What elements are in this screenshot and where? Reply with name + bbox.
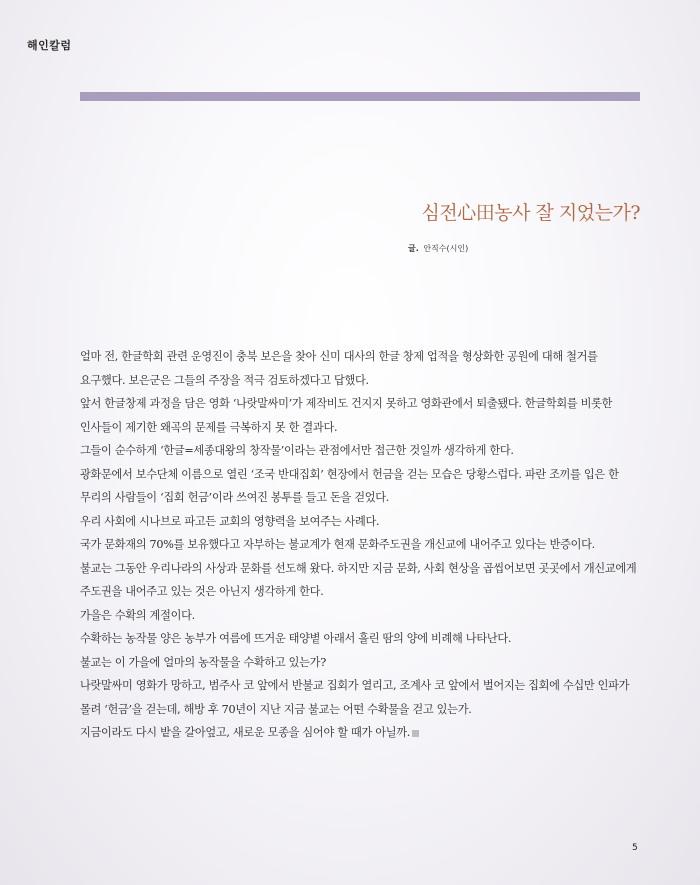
byline-author: 안직수(시인) (423, 244, 469, 253)
header-divider-bar (80, 92, 640, 101)
paragraph-last (80, 721, 642, 745)
paragraph: 그들이 순수하게 ‘한글=세종대왕의 창작물’이라는 관점에서만 접근한 것일까 생각하게 한다. (80, 444, 514, 457)
paragraph: 얼마 전, 한글학회 관련 운영진이 충북 보은을 찾아 신미 대사의 한글 창제 업적을 형상화한 공원에 대해 철거를 요구했다. 보은군은 그들의 주장을 적극 검토하겠다고 답했다. (80, 350, 598, 387)
paragraph: 앞서 한글창제 과정을 담은 영화 ‘나랏말싸미’가 제작비도 건지지 못하고 영화관에서 퇴출됐다. 한글학회를 비롯한 인사들이 제기한 왜곡의 문제를 극복하지 못 한 결과다. (80, 397, 613, 434)
end-of-article-mark (412, 730, 419, 737)
paragraph: 불교는 그동안 우리나라의 사상과 문화를 선도해 왔다. 하지만 지금 문화, 사회 현상을 곱씹어보면 곳곳에서 개신교에게 주도권을 내어주고 있는 것은 아닌지 생각하게 한다. (80, 561, 637, 598)
paragraph: 수확하는 농작물 양은 농부가 여름에 뜨거운 태양볕 아래서 흘린 땀의 양에 비례해 나타난다. (80, 632, 512, 645)
section-label: 해인칼럼 (27, 39, 72, 52)
byline-prefix: 글. (408, 244, 419, 253)
paragraph: 국가 문화재의 70%를 보유했다고 자부하는 불교계가 현재 문화주도권을 개신교에 내어주고 있다는 반증이다. (80, 538, 595, 551)
paragraph: 광화문에서 보수단체 이름으로 열린 ‘조국 반대집회’ 현장에서 헌금을 걷는 모습은 당황스럽다. 파란 조끼를 입은 한 무리의 사람들이 ‘집회 헌금’이라 쓰여진 봉투를 들고 돈을 걷었다. (80, 467, 619, 504)
page-number: 5 (632, 843, 638, 853)
article-body (80, 345, 642, 745)
paragraph: 우리 사회에 시나브로 파고든 교회의 영향력을 보여주는 사례다. (80, 514, 380, 528)
paragraph: 나랏말싸미 영화가 망하고, 범주사 코 앞에서 반불교 집회가 열리고, 조계사 코 앞에서 벌어지는 집회에 수십만 인파가 몰려 ‘헌금’을 걷는데, 해방 후 70년이 지난 지금 불교는 어떤 수확물을 걷고 있는가. (80, 679, 630, 716)
article-title: 심전心田농사 잘 지었는가? (421, 202, 640, 224)
paragraph: 가을은 수확의 계절이다. (80, 608, 195, 622)
paragraph-text: 지금이라도 다시 밭을 갈아엎고, 새로운 모종을 심어야 할 때가 아닐까. (80, 726, 411, 739)
byline (408, 243, 468, 254)
paragraph: 불교는 이 가을에 얼마의 농작물을 수확하고 있는가? (80, 655, 326, 669)
